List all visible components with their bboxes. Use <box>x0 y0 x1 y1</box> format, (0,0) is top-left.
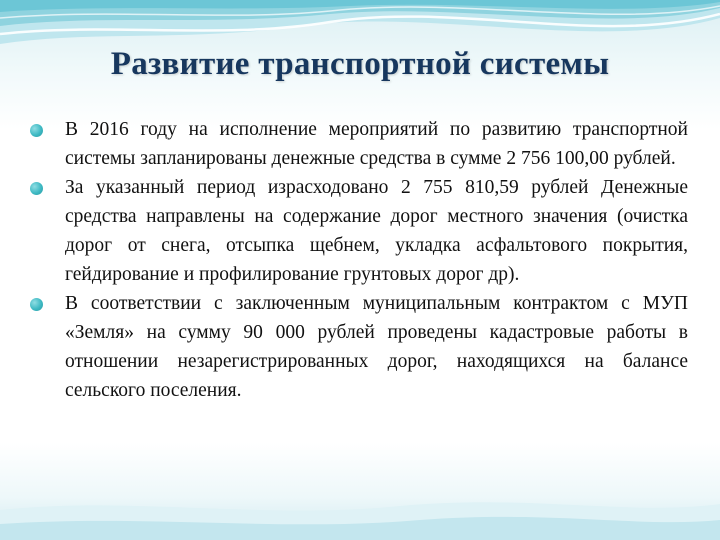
slide-title: Развитие транспортной системы <box>110 46 610 82</box>
bullet-item <box>30 173 688 289</box>
bullet-text: В 2016 году на исполнение мероприятий по развитию транспортной системы запланированы денежные средства в сумме 2 756 100,00 рублей. <box>65 119 688 169</box>
bullet-dot-icon <box>30 124 43 137</box>
bullet-text: За указанный период израсходовано 2 755 810,59 рублей Денежные средства направлены на содержание дорог местного значения (очистка дорог от снега, отсыпка щебнем, укладка асфальтового покрытия, гейдирование и профилирование грунтовых дорог др). <box>65 177 688 285</box>
bullet-text: В соответствии с заключенным муниципальным контрактом с МУП «Земля» на сумму 90 000 рублей проведены кадастровые работы в отношении незарегистрированных дорог, находящихся на балансе сельского поселения. <box>65 293 688 401</box>
bullet-item <box>30 289 688 405</box>
bullet-dot-icon <box>30 182 43 195</box>
bottom-wave-decoration <box>0 470 720 540</box>
bullet-dot-icon <box>30 298 43 311</box>
bullet-item <box>30 115 688 173</box>
bullet-list <box>30 115 688 405</box>
